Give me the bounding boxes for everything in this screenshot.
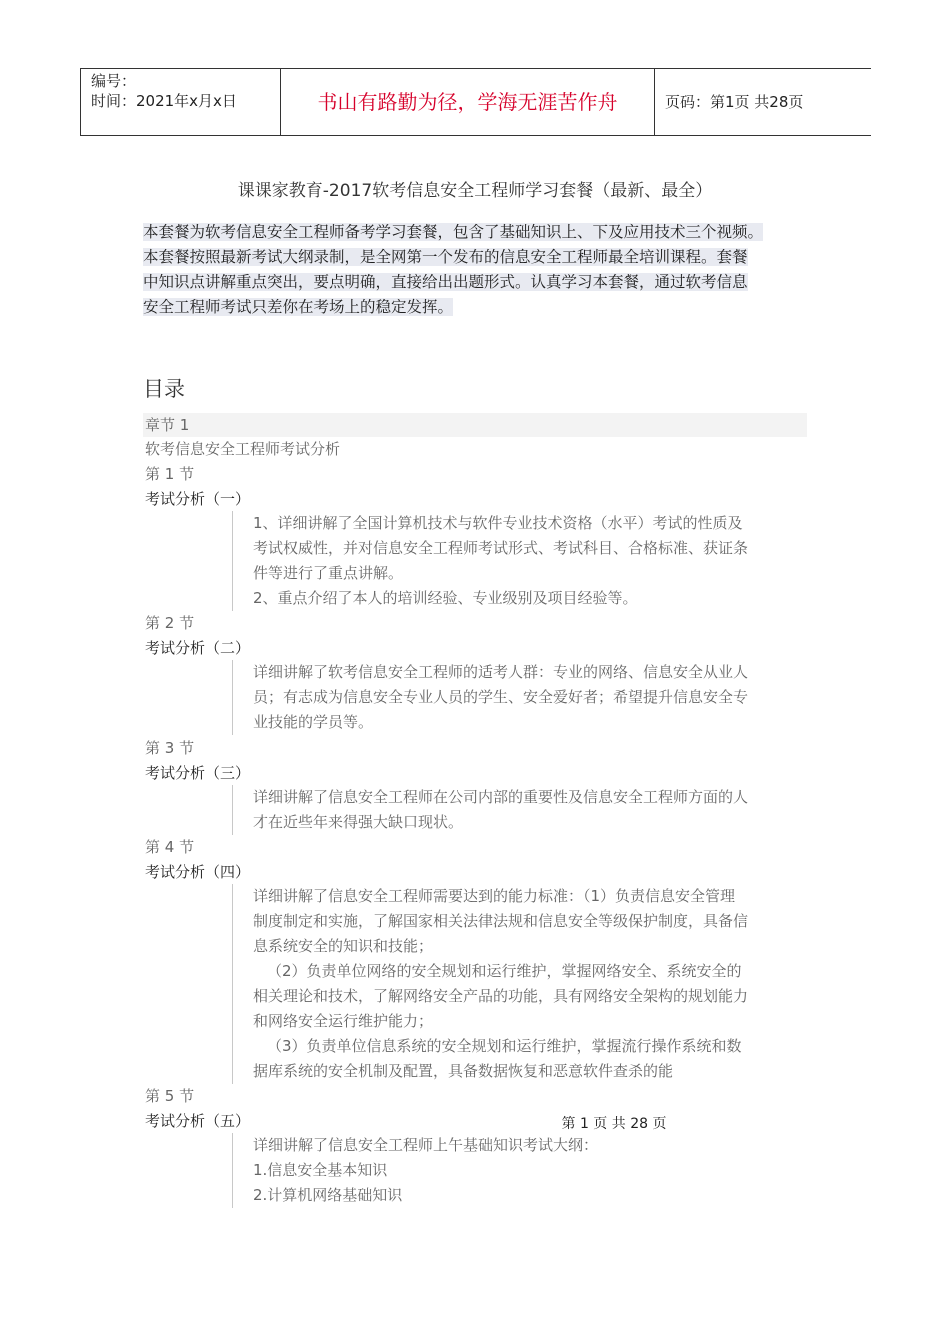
intro-line: 本套餐按照最新考试大纲录制，是全网第一个发布的信息安全工程师最全培训课程。套餐 (143, 248, 748, 266)
section-number: 第 4 节 (145, 838, 195, 856)
description-line: 1.信息安全基本知识 (253, 1161, 388, 1179)
section-description (232, 660, 807, 735)
section-title[interactable]: 考试分析（二） (145, 639, 251, 657)
section-title[interactable]: 考试分析（四） (145, 863, 251, 881)
header-time-label: 时间：2021年x月x日 (91, 92, 237, 110)
intro-line: 本套餐为软考信息安全工程师备考学习套餐，包含了基础知识上、下及应用技术三个视频。 (143, 223, 764, 241)
description-line: 详细讲解了信息安全工程师上午基础知识考试大纲： (253, 1136, 599, 1154)
section-description (232, 1133, 807, 1208)
description-line: （3）负责单位信息系统的安全规划和运行维护，掌握流行操作系统和数 (267, 1037, 742, 1055)
section-number: 第 2 节 (145, 614, 195, 632)
chapter-label: 章节 1 (145, 416, 190, 434)
intro-line: 中知识点讲解重点突出，要点明确，直接给出出题形式。认真学习本套餐，通过软考信息 (143, 273, 748, 291)
section-number: 第 5 节 (145, 1087, 195, 1105)
description-line: 业技能的学员等。 (253, 713, 374, 731)
section-description (232, 511, 807, 611)
intro-line: 安全工程师考试只差你在考场上的稳定发挥。 (143, 298, 454, 316)
header-motto: 书山有路勤为径，学海无涯苦作舟 (281, 69, 655, 135)
chapter-bar (143, 413, 807, 437)
description-line: 息系统安全的知识和技能； (253, 937, 434, 955)
description-line: 详细讲解了信息安全工程师需要达到的能力标准：（1）负责信息安全管理 (253, 887, 736, 905)
chapter-name: 软考信息安全工程师考试分析 (145, 440, 341, 458)
toc-heading: 目录 (143, 377, 185, 401)
description-line: 考试权威性，并对信息安全工程师考试形式、考试科目、合格标准、获证条 (253, 539, 749, 557)
intro-paragraph (143, 220, 823, 320)
description-line: 员；有志成为信息安全专业人员的学生、安全爱好者；希望提升信息安全专 (253, 688, 749, 706)
description-line: 据库系统的安全机制及配置，具备数据恢复和恶意软件查杀的能 (253, 1062, 674, 1080)
section-title[interactable]: 考试分析（五） (145, 1112, 251, 1130)
description-line: 才在近些年来得强大缺口现状。 (253, 813, 464, 831)
description-line: 件等进行了重点讲解。 (253, 564, 404, 582)
description-line: 相关理论和技术，了解网络安全产品的功能，具有网络安全架构的规划能力 (253, 987, 749, 1005)
description-line: 详细讲解了信息安全工程师在公司内部的重要性及信息安全工程师方面的人 (253, 788, 749, 806)
header-page-info: 页码：第1页 共28页 (665, 93, 804, 111)
description-line: 和网络安全运行维护能力； (253, 1012, 434, 1030)
section-number: 第 3 节 (145, 739, 195, 757)
description-line: 2.计算机网络基础知识 (253, 1186, 403, 1204)
section-description (232, 884, 807, 1084)
page-footer: 第 1 页 共 28 页 (561, 1116, 667, 1132)
description-line: 制度制定和实施，了解国家相关法律法规和信息安全等级保护制度，具备信 (253, 912, 749, 930)
document-header (80, 68, 871, 136)
description-line: （2）负责单位网络的安全规划和运行维护，掌握网络安全、系统安全的 (267, 962, 742, 980)
section-title[interactable]: 考试分析（一） (145, 490, 251, 508)
description-line: 2、重点介绍了本人的培训经验、专业级别及项目经验等。 (253, 589, 638, 607)
header-meta-cell (81, 69, 281, 135)
section-description (232, 785, 807, 835)
document-title: 课课家教育-2017软考信息安全工程师学习套餐（最新、最全） (237, 181, 713, 201)
description-line: 1、详细讲解了全国计算机技术与软件专业技术资格（水平）考试的性质及 (253, 514, 743, 532)
section-title[interactable]: 考试分析（三） (145, 764, 251, 782)
description-line: 详细讲解了软考信息安全工程师的适考人群：专业的网络、信息安全从业人 (253, 663, 749, 681)
section-number: 第 1 节 (145, 465, 195, 483)
header-number-label: 编号： (91, 72, 137, 90)
